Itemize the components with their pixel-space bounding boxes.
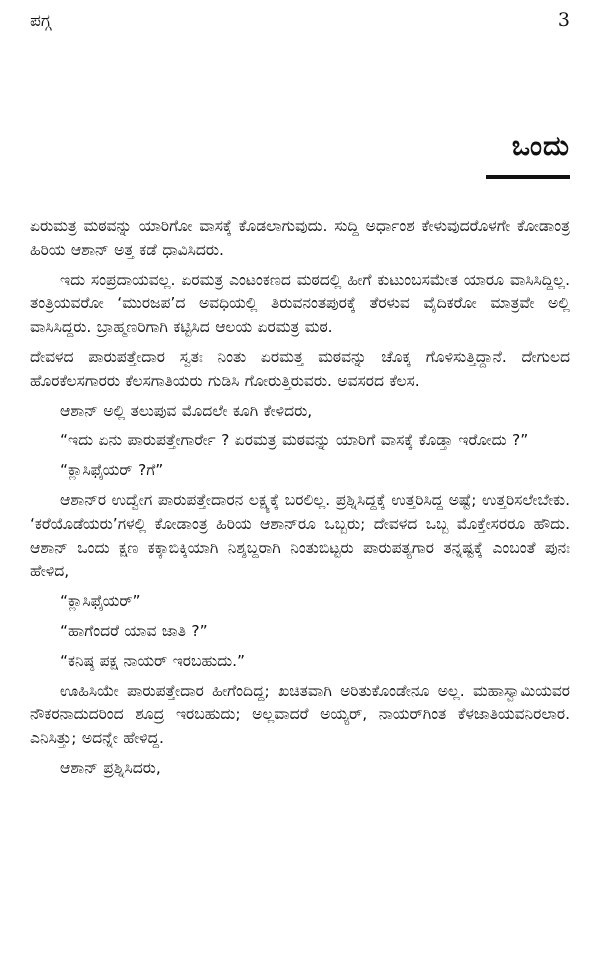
paragraph-1: ಏರುಮತ್ರ ಮಠವನ್ನು ಯಾರಿಗೋ ವಾಸಕ್ಕೆ ಕೊಡಲಾಗುವುದು. ಸುದ್ದಿ ಅರ್ಧಾಂಶ ಕೇಳುವುದರೊಳಗೇ ಕೋಡಾಂತ್ರ ಹಿರಿಯ ಆಶಾನ್ ಅತ್ತ ಕಡೆ ಧಾವಿಸಿದರು. [30, 217, 570, 259]
paragraph-3: ದೇವಳದ ಪಾರುಪತ್ತೇದಾರ ಸ್ವತಃ ನಿಂತು ಏರಮತ್ತ ಮಠವನ್ನು ಚೊಕ್ಕ ಗೊಳಿಸುತ್ತಿದ್ದಾನೆ. ದೇಗುಲದ ಹೊರಕೆಲಸಗಾರರು ಕೆಲಸಗಾತಿಯರು ಗುಡಿಸಿ ಗೋರುತ್ತಿರುವರು. ಅವಸರದ ಕೆಲಸ. [30, 347, 570, 390]
paragraph-5: “ಇದು ಏನು ಪಾರುಪತ್ತೇಗಾರ್ರೇ ? ಏರಮತ್ರ ಮಠವನ್ನು ಯಾರಿಗೆ ವಾಸಕ್ಕೆ ಕೊಡ್ತಾ ಇರೋದು ?” [60, 431, 529, 450]
body-text [30, 215, 570, 787]
paragraph-7: ಆಶಾನ್‌ರ ಉದ್ವೇಗ ಪಾರುಪತ್ತೇದಾರನ ಲಕ್ಷ್ಯಕ್ಕೆ ಬರಲಿಲ್ಲ. ಪ್ರಶ್ನಿಸಿದ್ದಕ್ಕೆ ಉತ್ತರಿಸಿದ್ದ ಅಷ್ಟೆ; ಉತ್ತರಿಸಲೇಬೇಕು. ‘ಕರೆಯೊಡೆಯರು’ಗಳಲ್ಲಿ ಕೋಡಾಂತ್ರ ಹಿರಿಯ ಆಶಾನ್‌ರೂ ಒಬ್ಬರು; ದೇವಳದ ಒಬ್ಬ ಮೊಕ್ತೇಸರರೂ ಹೌದು. ಆಶಾನ್ ಒಂದು ಕ್ಷಣ ಕಕ್ಕಾಬಿಕ್ಕಿಯಾಗಿ ನಿಶ್ಶಬ್ದರಾಗಿ ನಿಂತುಬಿಟ್ಟರು ಪಾರುಪತ್ಯಗಾರ ತನ್ನಷ್ಟಕ್ಕೆ ಎಂಬಂತೆ ಪುನಃ ಹೇಳಿದ, [30, 490, 570, 581]
paragraph-12: ಆಶಾನ್ ಪ್ರಶ್ನಿಸಿದರು, [60, 758, 161, 777]
paragraph-4: ಆಶಾನ್ ಅಲ್ಲಿ ತಲುಪುವ ಮೊದಲೇ ಕೂಗಿ ಕೇಳಿದರು, [60, 401, 313, 420]
paragraph-8: “ಕ್ಲಾಸಿಫೈಯರ್” [60, 592, 141, 611]
paragraph-6: “ಕ್ಲಾಸಿಫೈಯರ್ ?ಗೆ” [60, 461, 164, 480]
chapter-title-underline [486, 175, 570, 179]
paragraph-11: ಊಹಿಸಿಯೇ ಪಾರುಪತ್ತೇದಾರ ಹೀಗೆಂದಿದ್ದ; ಖಚಿತವಾಗಿ ಅರಿತುಕೊಂಡೇನೂ ಅಲ್ಲ. ಮಹಾಸ್ವಾಮಿಯವರ ನೌಕರನಾದುದರಿಂದ ಶೂದ್ರ ಇರಬಹುದು; ಅಲ್ಲವಾದರೆ ಅಯ್ಯರ್, ನಾಯರ್‌ಗಿಂತ ಕೆಳಜಾತಿಯವನಿರಲಾರ. ಎನಿಸಿತ್ತು; ಅದನ್ನೇ ಹೇಳಿದ್ದ. [30, 681, 570, 748]
paragraph-9: “ಹಾಗೆಂದರೆ ಯಾವ ಜಾತಿ ?” [60, 621, 208, 640]
paragraph-10: “ಕನಿಷ್ಠ ಪಕ್ಷ ನಾಯರ್ ಇರಬಹುದು.” [60, 651, 246, 670]
running-head: ಪಗ್ಗ [30, 11, 52, 31]
paragraph-2: ಇದು ಸಂಪ್ರದಾಯವಲ್ಲ. ಏರಮತ್ರ ಎಂಟಂಕಣದ ಮಠದಲ್ಲಿ ಹೀಗೆ ಕುಟುಂಬಸಮೇತ ಯಾರೂ ವಾಸಿಸಿದ್ದಿಲ್ಲ. ತಂತ್ರಿಯವರೋ ‘ಮುರಜಪ’ದ ಅವಧಿಯಲ್ಲಿ ತಿರುವನಂತಪುರಕ್ಕೆ ತೆರಳುವ ವೈದಿಕರೋ ಮಾತ್ರವೇ ಅಲ್ಲಿ ವಾಸಿಸಿದ್ದರು. ಬ್ರಾಹ್ಮಣರಿಗಾಗಿ ಕಟ್ಟಿಸಿದ ಆಲಯ ಏರಮತ್ರ ಮಠ. [30, 270, 570, 337]
page-number: 3 [557, 9, 570, 31]
chapter-title: ಒಂದು [511, 131, 570, 162]
